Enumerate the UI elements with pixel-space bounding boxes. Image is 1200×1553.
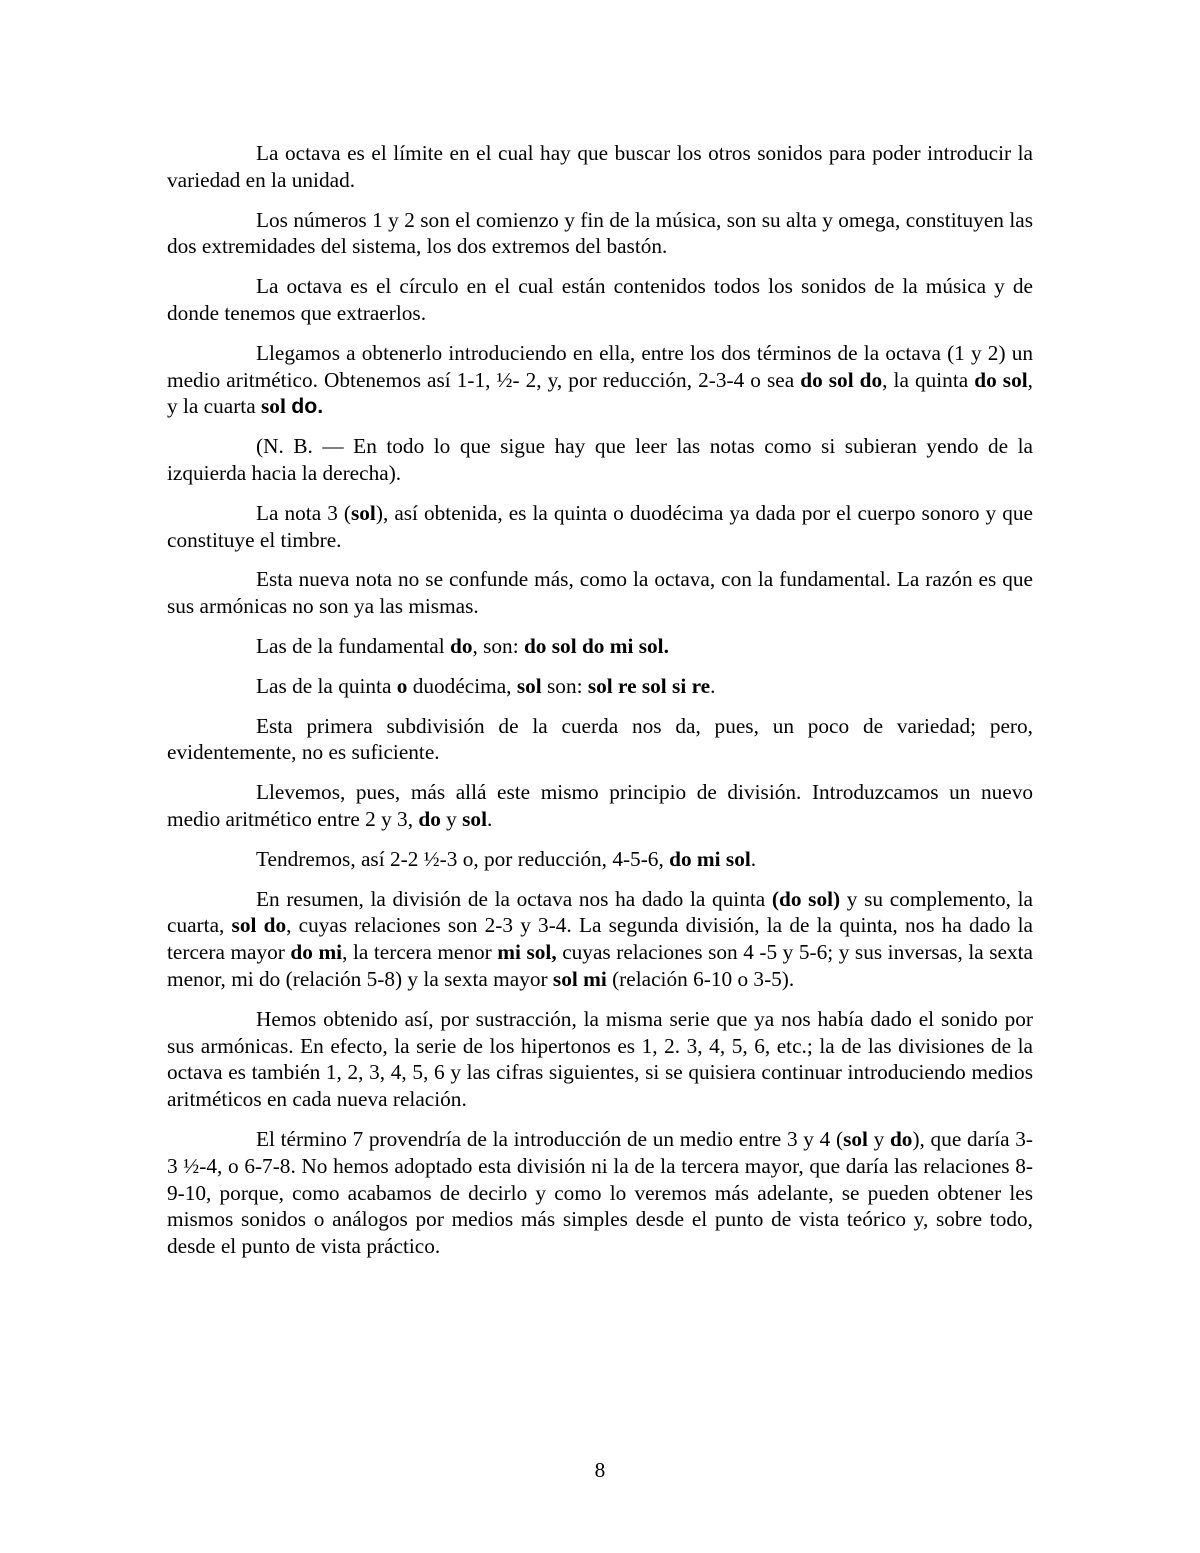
text-run: y <box>440 806 463 831</box>
bold-text-run: do sol do <box>800 367 883 392</box>
paragraph <box>167 433 1033 487</box>
text-run: . <box>710 673 716 698</box>
page-body <box>167 140 1033 1273</box>
bold-text-run: sol re sol si re <box>587 673 711 698</box>
text-run: ), así obtenida, es la quinta o duodécima ya dada por el cuerpo sonoro y que constituye el timbre. <box>167 500 1033 552</box>
text-run: Hemos obtenido así, por sustracción, la misma serie que ya nos había dado el sonido por sus armónicas. En efecto, la serie de los hipertonos es 1, 2. 3, 4, 5, 6, etc.; la de las divisiones de la octava es también 1, 2, 3, 4, 5, 6 y las cifras siguientes, si se quisiera continuar introduciendo medios aritméticos en cada nueva relación. <box>167 1006 1033 1112</box>
bold-text-run: do sol <box>974 367 1028 392</box>
text-run: . <box>487 806 493 831</box>
bold-text-run: do sol do mi sol. <box>523 633 669 658</box>
paragraph <box>167 673 1033 700</box>
bold-text-run: do. <box>291 394 324 419</box>
bold-text-run: (do sol) <box>771 886 841 911</box>
text-run: (relación 6-10 o 3-5). <box>606 966 795 991</box>
text-run: duodécima, <box>407 673 517 698</box>
bold-text-run: do <box>418 806 441 831</box>
bold-text-run: do <box>449 633 473 658</box>
paragraph <box>167 846 1033 873</box>
text-run: , la quinta <box>882 367 975 392</box>
text-run: Los números 1 y 2 son el comienzo y fin de la música, son su alta y omega, constituyen las dos extremidades del sistema, los dos extremos del bastón. <box>167 207 1033 259</box>
text-run: cuyas relaciones son 4 -5 y 5-6; y sus inversas, la sexta menor, mi do (relación 5-8) y la sexta mayor <box>167 940 1033 991</box>
text-run: La nota 3 ( <box>256 500 351 525</box>
bold-text-run: sol <box>261 394 286 419</box>
bold-text-run: sol do <box>231 913 287 938</box>
paragraph <box>167 1006 1033 1113</box>
text-run: El término 7 provendría de la introducción de un medio entre 3 y 4 ( <box>256 1126 844 1151</box>
text-run: Llegamos a obtenerlo introduciendo en ella, entre los dos términos de la octava (1 y 2) un medio aritmético. Obtenemos así 1-1, ½- 2, y, por reducción, 2-3-4 o sea <box>167 340 1033 392</box>
text-run: Esta primera subdivisión de la cuerda nos da, pues, un poco de variedad; pero, evidentemente, no es suficiente. <box>167 713 1033 765</box>
paragraph <box>167 140 1033 194</box>
bold-text-run: sol <box>351 500 376 525</box>
text-run: y <box>867 1126 890 1151</box>
paragraph <box>167 500 1033 554</box>
bold-text-run: sol mi <box>552 966 607 991</box>
text-run: Las de la quinta <box>256 673 397 698</box>
paragraph <box>167 886 1033 993</box>
text-run: Tendremos, así 2-2 ½-3 o, por reducción, 4-5-6, <box>256 846 670 871</box>
paragraph <box>167 566 1033 620</box>
text-run: En resumen, la división de la octava nos ha dado la quinta <box>256 886 772 911</box>
bold-text-run: o <box>396 673 408 698</box>
text-run: , cuyas relaciones son 2-3 y 3-4. La segunda división, la de la quinta, nos ha dado la tercera mayor <box>167 913 1033 965</box>
bold-text-run: do mi <box>290 940 343 965</box>
paragraph <box>167 779 1033 833</box>
text-run: son: <box>541 673 588 698</box>
paragraph <box>167 340 1033 420</box>
text-run: , y la cuarta <box>167 367 1033 419</box>
text-run: . <box>750 846 757 871</box>
text-run: La octava es el círculo en el cual están contenidos todos los sonidos de la música y de donde tenemos que extraerlos. <box>167 274 1033 325</box>
text-run: Esta nueva nota no se confunde más, como la octava, con la fundamental. La razón es que sus armónicas no son ya las mismas. <box>167 567 1033 619</box>
text-run: ), que daría 3-3 ½-4, o 6-7-8. No hemos adoptado esta división ni la de la tercera mayor, que daría las relaciones 8-9-10, porque, como acabamos de decirlo y como lo veremos más adelante, se pueden obtener les mismos sonidos o análogos por medios más simples desde el punto de vista teórico y, sobre todo, desde el punto de vista práctico. <box>167 1126 1033 1259</box>
text-run: y su complemento, la cuarta, <box>167 886 1034 938</box>
bold-text-run: do <box>889 1126 913 1151</box>
text-run: La octava es el límite en el cual hay que buscar los otros sonidos para poder introducir la variedad en la unidad. <box>167 141 1033 192</box>
bold-text-run: mi sol, <box>497 940 557 965</box>
page-number: 8 <box>594 1458 606 1482</box>
paragraph <box>167 207 1033 261</box>
bold-text-run: sol <box>516 673 542 698</box>
paragraph <box>167 713 1033 767</box>
text-run: Las de la fundamental <box>256 633 450 658</box>
bold-text-run: sol <box>462 806 487 831</box>
paragraph <box>167 1126 1033 1260</box>
text-run: , son: <box>472 633 524 658</box>
text-run: , la tercera menor <box>342 940 498 965</box>
text-run: Llevemos, pues, más allá este mismo principio de división. Introduzcamos un nuevo medio aritmético entre 2 y 3, <box>167 780 1033 831</box>
bold-text-run: sol <box>843 1126 868 1151</box>
text-run: (N. B. — En todo lo que sigue hay que leer las notas como si subieran yendo de la izquierda hacia la derecha). <box>167 434 1033 485</box>
bold-text-run: do mi sol <box>669 846 751 871</box>
paragraph <box>167 633 1033 660</box>
paragraph <box>167 273 1033 327</box>
